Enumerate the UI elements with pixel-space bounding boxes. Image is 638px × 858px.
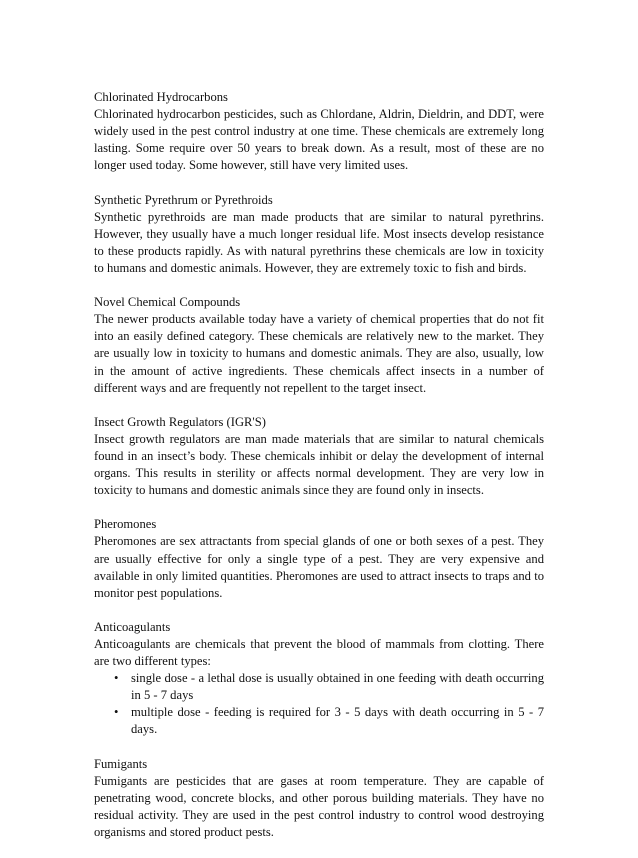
section-heading: Fumigants — [94, 756, 148, 771]
section-heading: Insect Growth Regulators (IGR'S) — [94, 414, 266, 429]
list-item — [114, 704, 544, 738]
section-heading: Synthetic Pyrethrum or Pyrethroids — [94, 192, 273, 207]
section-heading: Chlorinated Hydrocarbons — [94, 90, 228, 104]
section-insect-growth-regulators — [94, 414, 544, 499]
section-heading: Novel Chemical Compounds — [94, 295, 241, 310]
section-anticoagulants — [94, 619, 544, 739]
section-body: Insect growth regulators are man made materials that are similar to natural chemicals found in an insect’s body. These chemicals inhibit or delay the development of internal organs. This results in sterility or affects normal development. They are very low in toxicity to humans and domestic animals since they are found only in insects. — [94, 431, 544, 498]
section-novel-chemical-compounds — [94, 294, 544, 397]
section-synthetic-pyrethroids — [94, 192, 544, 277]
section-body: Chlorinated hydrocarbon pesticides, such as Chlordane, Aldrin, Dieldrin, and DDT, were widely used in the pest control industry at one time. These chemicals are extremely long lasting. Some require over 50 years to break down. As a result, most of these are no longer used today. Some however, still have very limited uses. — [94, 107, 544, 173]
list-item — [114, 670, 544, 704]
bullet-icon: • — [114, 705, 119, 720]
section-chlorinated-hydrocarbons — [94, 89, 544, 174]
section-heading: Pheromones — [94, 517, 157, 532]
section-pheromones — [94, 516, 544, 601]
document-page — [94, 89, 544, 858]
list-item-text: multiple dose - feeding is required for 3 - 5 days with death occurring in 5 - 7 days. — [131, 705, 544, 737]
section-heading: Anticoagulants — [94, 619, 171, 634]
section-body: Anticoagulants are chemicals that prevent the blood of mammals from clotting. There are two different types: — [94, 637, 544, 669]
bullet-icon: • — [114, 671, 119, 686]
section-body: Fumigants are pesticides that are gases at room temperature. They are capable of penetrating wood, concrete blocks, and other porous building materials. They have no residual activity. They are used in the pest control industry to control wood destroying organisms and stored product pests. — [94, 773, 544, 840]
section-fumigants — [94, 756, 544, 841]
section-body: Pheromones are sex attractants from special glands of one or both sexes of a pest. They are usually effective for only a single type of a pest. They are very expensive and available in only limited quantities. Pheromones are used to attract insects to traps and to monitor pest populations. — [94, 534, 544, 600]
anticoagulant-types-list — [94, 670, 544, 738]
list-item-text: single dose - a lethal dose is usually obtained in one feeding with death occurring in 5 - 7 days — [131, 671, 544, 703]
section-body: The newer products available today have a variety of chemical properties that do not fit into an easily defined category. These chemicals are relatively new to the market. They are usually low in toxicity to humans and domestic animals. They are also, usually, low in the amount of active ingredients. These chemicals affect insects in a number of different ways and are frequently not repellent to the target insect. — [94, 312, 544, 395]
section-body: Synthetic pyrethroids are man made products that are similar to natural pyrethrins. However, they usually have a much longer residual life. Most insects develop resistance to these products rapidly. As with natural pyrethrins these chemicals are low in toxicity to humans and domestic animals. However, they are extremely toxic to fish and birds. — [94, 209, 544, 275]
